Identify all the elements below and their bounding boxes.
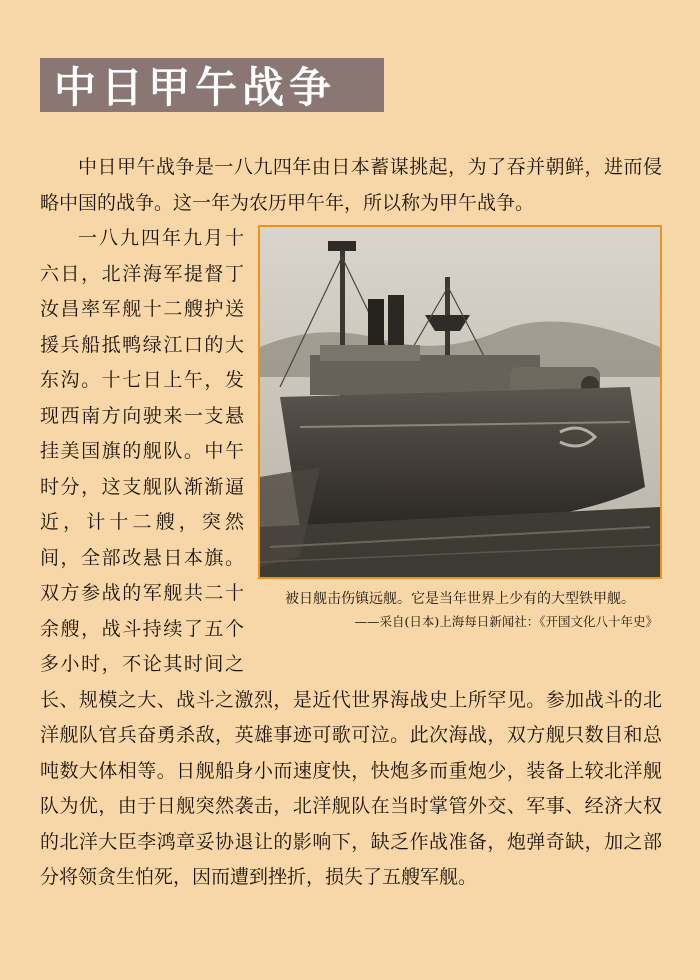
figure-source: ——采自(日本)上海每日新闻社：《开国文化八十年史》 [354,614,658,629]
article-body [40,150,662,896]
title-banner [40,58,384,112]
warship-image [260,227,660,577]
paragraph-intro: 中日甲午战争是一八九四年由日本蓄谋挑起，为了吞并朝鲜，进而侵略中国的战争。这一年为农历甲午年，所以称为甲午战争。 [40,156,662,214]
warship-photo [258,225,662,579]
paragraph-battle: 一八九四年九月十六日，北洋海军提督丁汝昌率军舰十二艘护送援兵船抵鸭绿江口的大东沟。十七日上午，发现西南方向驶来一支悬挂美国旗的舰队。中午时分，这支舰队渐渐逼近，计十二艘，突然间，全部改悬日本旗。双方参战的军舰共二十余艘，战斗持续了五个多小时，不论其时间之长、规模之大、战斗之激烈，是近代世界海战史上所罕见。参加战斗的北洋舰队官兵奋勇杀敌，英雄事迹可歌可泣。此次海战，双方舰只数目和总吨数大体相等。日舰船身小而速度快，快炮多而重炮少，装备上较北洋舰队为优，由于日舰突然袭击，北洋舰队在当时掌管外交、军事、经济大权的北洋大臣李鸿章妥协退让的影响下，缺乏作战准备，炮弹奇缺，加之部分将领贪生怕死，因而遭到挫折，损失了五艘军舰。 [40,227,662,888]
figure-caption: 被日舰击伤镇远舰。它是当年世界上少有的大型铁甲舰。 [285,591,635,607]
figure [258,221,662,673]
page-title: 中日甲午战争 [54,63,337,112]
